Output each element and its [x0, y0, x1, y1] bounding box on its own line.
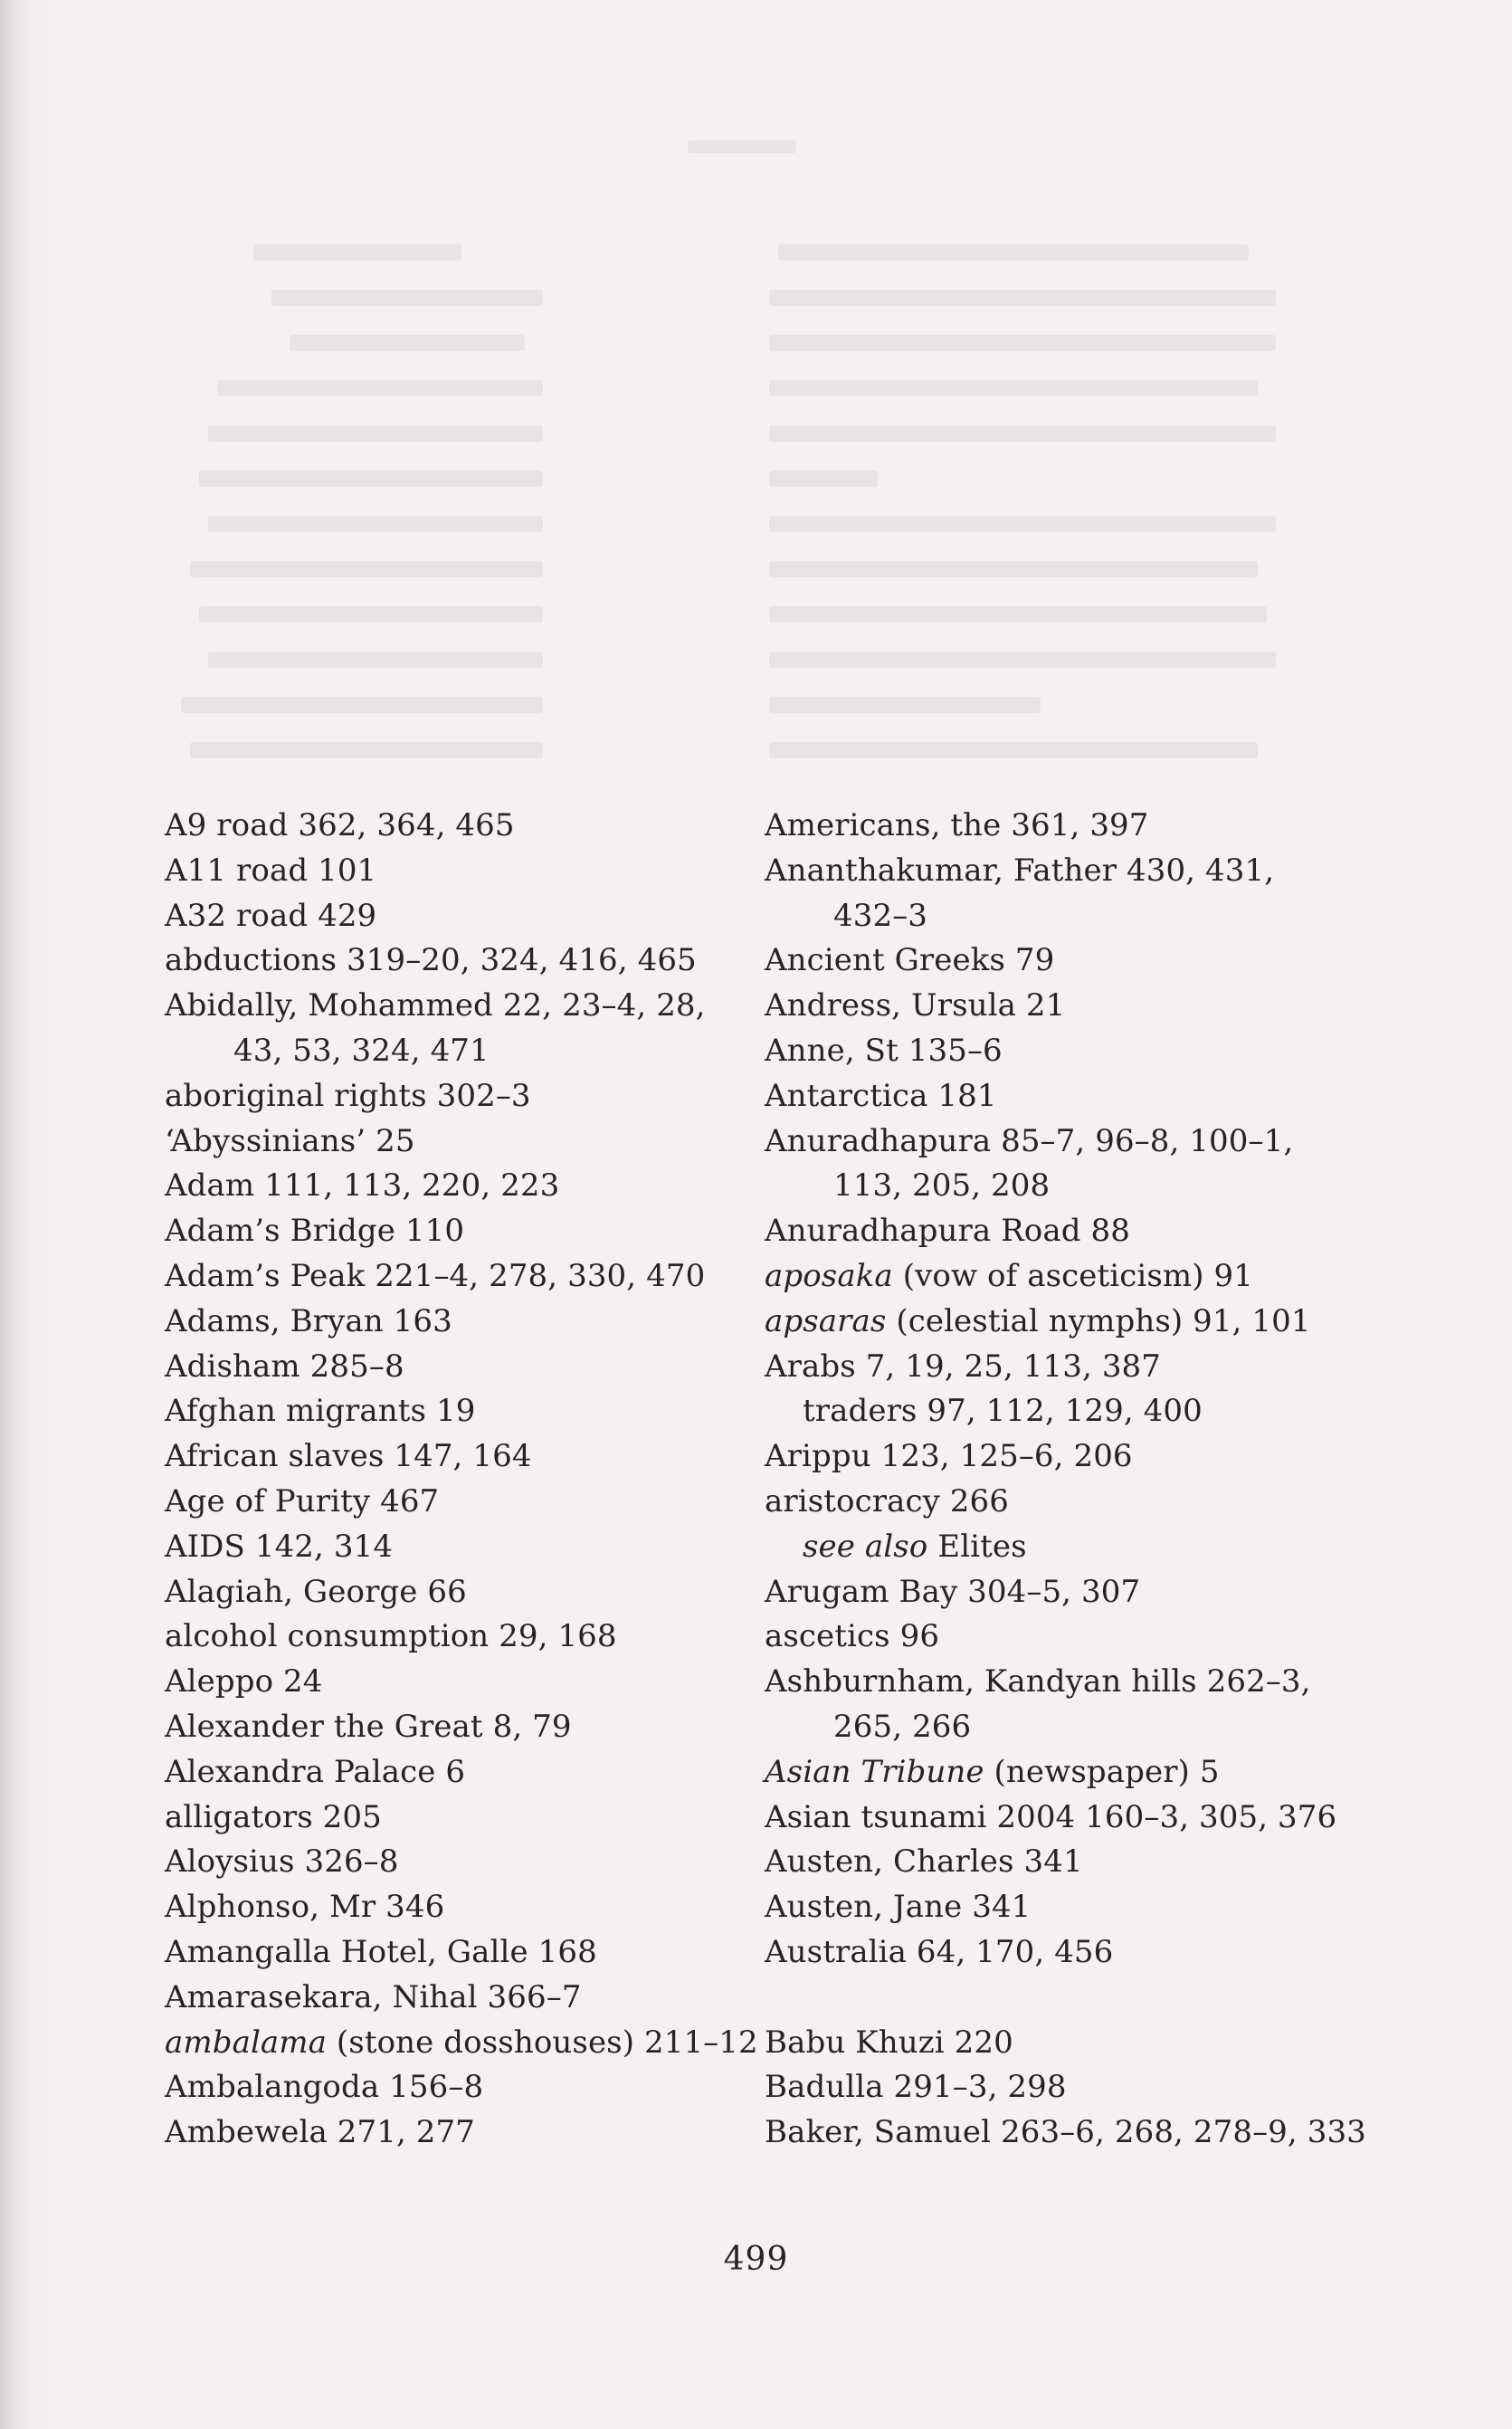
index-entry: aboriginal rights 302–3: [165, 1077, 531, 1114]
index-entry: Adam’s Bridge 110: [165, 1213, 465, 1250]
cross-reference-target: Elites: [927, 1528, 1027, 1565]
index-entry: Adisham 285–8: [165, 1348, 404, 1385]
letter-group-gap: [765, 1976, 1344, 2021]
index-entry-continuation: 43, 53, 324, 471: [233, 1032, 490, 1069]
index-entry-continuation: 265, 266: [833, 1708, 972, 1745]
index-entry: Arugam Bay 304–5, 307: [765, 1573, 1141, 1610]
index-entry: Adams, Bryan 163: [165, 1302, 452, 1339]
index-column-left: [165, 804, 758, 2156]
index-term-italic: Asian Tribune: [765, 1753, 984, 1790]
index-entry: Alagiah, George 66: [165, 1573, 467, 1610]
page-number: 499: [723, 2241, 789, 2278]
index-entry: Amarasekara, Nihal 366–7: [165, 1978, 582, 2015]
index-entry: Anne, St 135–6: [765, 1032, 1003, 1069]
index-entry: Alexandra Palace 6: [165, 1753, 466, 1790]
index-entry: Abidally, Mohammed 22, 23–4, 28,: [165, 987, 706, 1024]
index-entry: Ancient Greeks 79: [765, 942, 1055, 979]
index-column-right: [765, 804, 1366, 2156]
index-entry: Andress, Ursula 21: [765, 987, 1066, 1024]
index-entry: Ananthakumar, Father 430, 431,: [765, 852, 1275, 889]
index-entry: AIDS 142, 314: [165, 1528, 394, 1565]
index-entry: Adam’s Peak 221–4, 278, 330, 470: [165, 1257, 706, 1294]
index-entry: aristocracy 266: [765, 1482, 1009, 1519]
index-entry: Ambewela 271, 277: [165, 2114, 475, 2151]
index-entry: alligators 205: [165, 1798, 382, 1835]
index-entry: Anuradhapura Road 88: [765, 1213, 1130, 1250]
index-entry: Australia 64, 170, 456: [765, 1933, 1114, 1970]
index-entry: [765, 1254, 1344, 1300]
index-entry: Arippu 123, 125–6, 206: [765, 1438, 1133, 1475]
index-entry: A11 road 101: [165, 852, 377, 889]
index-term-rest: (vow of asceticism) 91: [892, 1257, 1253, 1294]
index-entry: Baker, Samuel 263–6, 268, 278–9, 333: [765, 2114, 1366, 2151]
index-entry: Amangalla Hotel, Galle 168: [165, 1933, 597, 1970]
index-term-italic: ambalama: [165, 2024, 328, 2061]
index-entry: Austen, Jane 341: [765, 1889, 1032, 1926]
index-entry: Alphonso, Mr 346: [165, 1889, 445, 1926]
index-term-italic: aposaka: [765, 1257, 893, 1294]
index-entry: A9 road 362, 364, 465: [165, 807, 515, 843]
index-entry-continuation: 432–3: [833, 897, 928, 934]
index-term-rest: (newspaper) 5: [984, 1753, 1220, 1790]
index-entry: Age of Purity 467: [165, 1482, 440, 1519]
index-entry: alcohol consumption 29, 168: [165, 1618, 617, 1655]
index-subentry: [765, 1525, 1344, 1570]
index-entry: Americans, the 361, 397: [765, 807, 1149, 843]
index-entry: Alexander the Great 8, 79: [165, 1708, 572, 1745]
index-entry: Babu Khuzi 220: [765, 2024, 1013, 2061]
index-entry: ascetics 96: [765, 1618, 940, 1655]
index-entry: Asian tsunami 2004 160–3, 305, 376: [765, 1798, 1337, 1835]
index-entry: Adam 111, 113, 220, 223: [165, 1167, 560, 1205]
index-entry: [765, 1300, 1344, 1345]
index-entry: [765, 1750, 1344, 1796]
index-entry: A32 road 429: [165, 897, 377, 934]
index-entry: ‘Abyssinians’ 25: [165, 1122, 415, 1159]
index-entry: Ashburnham, Kandyan hills 262–3,: [765, 1663, 1311, 1700]
index-entry: Badulla 291–3, 298: [765, 2069, 1067, 2106]
index-entry: Afghan migrants 19: [165, 1393, 476, 1430]
index-subentry: traders 97, 112, 129, 400: [803, 1393, 1203, 1430]
index-entry: African slaves 147, 164: [165, 1438, 532, 1475]
index-entry: Arabs 7, 19, 25, 113, 387: [765, 1348, 1162, 1385]
index-entry: Aloysius 326–8: [165, 1843, 399, 1881]
index-term-italic: apsaras: [765, 1302, 887, 1339]
index-entry: [165, 2021, 758, 2066]
index-entry: abductions 319–20, 324, 416, 465: [165, 942, 697, 979]
index-entry: Antarctica 181: [765, 1077, 997, 1114]
cross-reference-italic: see also: [803, 1528, 928, 1565]
index-entry: Anuradhapura 85–7, 96–8, 100–1,: [765, 1122, 1294, 1159]
index-entry: Ambalangoda 156–8: [165, 2069, 484, 2106]
index-entry-continuation: 113, 205, 208: [833, 1167, 1051, 1205]
show-through-text: [0, 0, 1512, 796]
index-entry: Austen, Charles 341: [765, 1843, 1083, 1881]
index-term-rest: (celestial nymphs) 91, 101: [886, 1302, 1311, 1339]
index-term-rest: (stone dosshouses) 211–12: [327, 2024, 758, 2061]
index-entry: Aleppo 24: [165, 1663, 323, 1700]
